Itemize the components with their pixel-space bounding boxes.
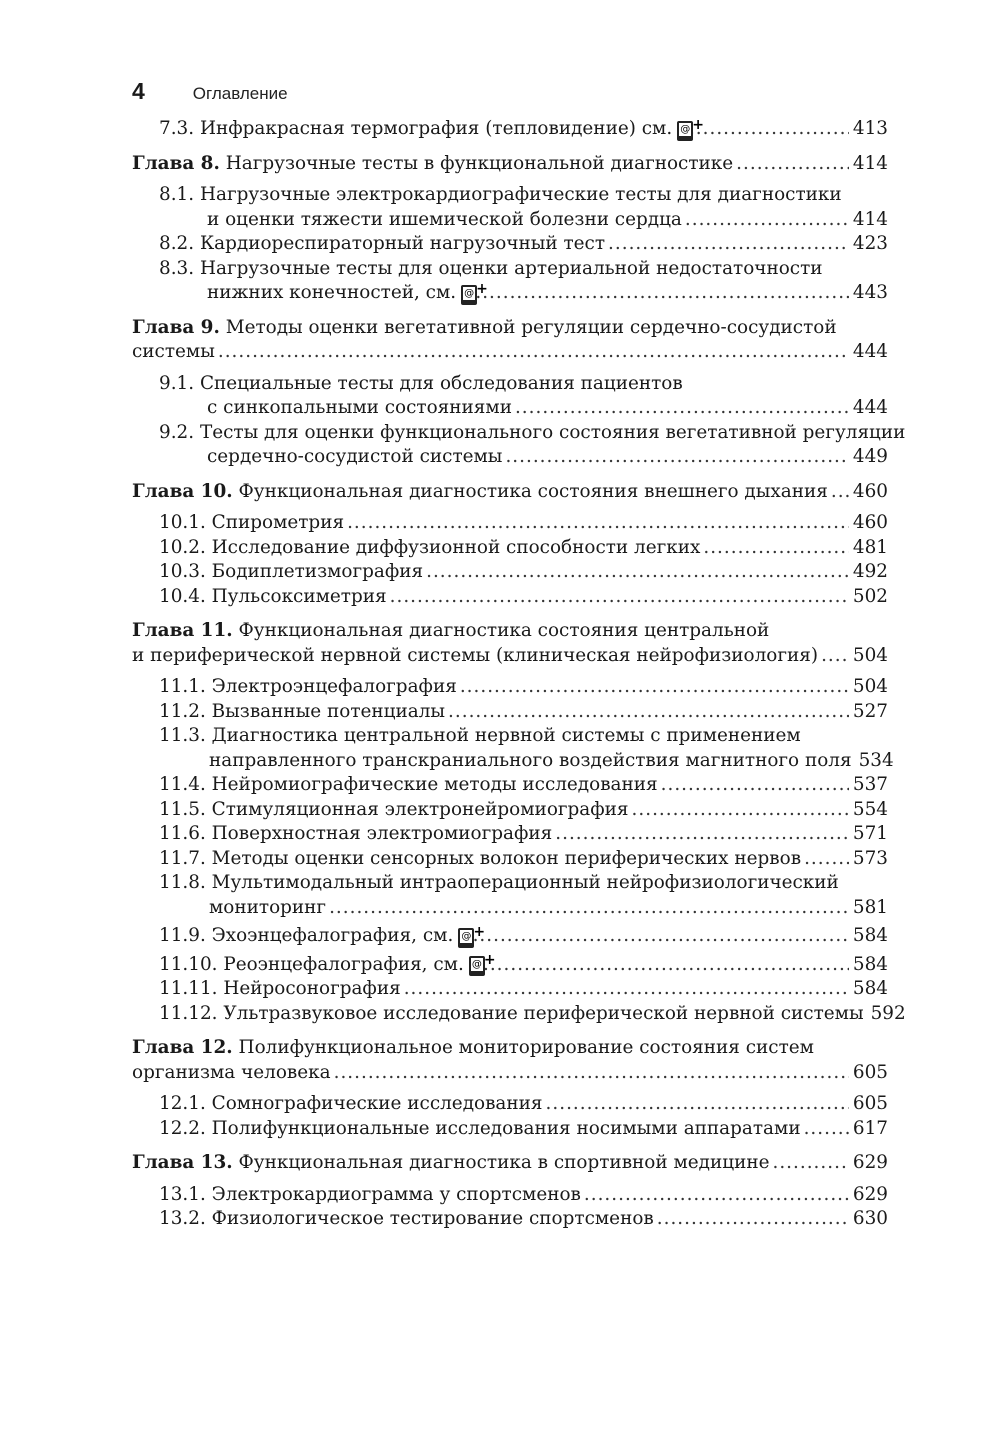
dot-leader	[584, 1183, 849, 1208]
online-resource-icon: @ +	[469, 953, 473, 977]
table-of-contents	[132, 116, 906, 1232]
toc-page-number: 629	[852, 1183, 888, 1205]
toc-entry-12-2[interactable]: 12.2. Полифункциональные исследования носимыми аппаратами ..... 617	[132, 1117, 888, 1142]
dot-leader	[804, 1117, 849, 1142]
toc-page-number: 414	[852, 208, 888, 230]
toc-page-number: 502	[852, 585, 888, 607]
toc-page-number: 423	[852, 233, 888, 254]
toc-page-number: 554	[852, 798, 888, 820]
toc-page-number: 492	[852, 561, 888, 582]
toc-entry-10-1[interactable]: 10.1. Спирометрия ..... 460	[132, 511, 888, 536]
toc-chapter-9[interactable]: Глава 9. Методы оценки вегетативной регуляции сердечно-сосудистой системы ..... 444	[132, 316, 888, 365]
toc-page-number: 449	[852, 446, 888, 467]
dot-leader	[546, 1092, 849, 1117]
dot-leader	[404, 977, 849, 1002]
toc-page-number: 414	[852, 152, 888, 174]
toc-entry-11-5[interactable]: 11.5. Стимуляционная электронейромиография ..... 554	[132, 798, 888, 823]
dot-leader	[505, 445, 848, 470]
toc-entry-12-1[interactable]: 12.1. Сомнографические исследования ..... 605	[132, 1092, 888, 1117]
running-head-title: Оглавление	[192, 84, 288, 103]
online-resource-icon: @ +	[458, 925, 462, 949]
toc-page-number: 504	[852, 676, 888, 697]
toc-entry-8-2[interactable]: 8.2. Кардиореспираторный нагрузочный тест ..... 423	[132, 232, 888, 257]
toc-chapter-13[interactable]: Глава 13. Функциональная диагностика в спортивной медицине ..... 629	[132, 1151, 888, 1176]
toc-page-number: 443	[852, 282, 888, 303]
dot-leader	[329, 896, 849, 921]
toc-page-number: 444	[852, 397, 888, 418]
dot-leader	[831, 480, 849, 505]
toc-entry-8-1[interactable]: 8.1. Нагрузочные электрокардиографические тесты для диагностики и оценки тяжести ишемической болезни сердца ..... 414	[132, 183, 888, 232]
toc-page-number: 629	[852, 1152, 888, 1173]
dot-leader	[448, 700, 849, 725]
toc-entry-10-3[interactable]: 10.3. Бодиплетизмография ..... 492	[132, 560, 888, 585]
toc-entry-13-1[interactable]: 13.1. Электрокардиограмма у спортсменов ..... 629	[132, 1183, 888, 1208]
dot-leader	[390, 585, 849, 610]
toc-entry-11-9[interactable]: 11.9. Эхоэнцефалография, см. @ + ..... 584	[132, 924, 888, 949]
toc-entry-11-1[interactable]: 11.1. Электроэнцефалография ..... 504	[132, 675, 888, 700]
toc-page-number: 444	[852, 341, 888, 362]
toc-page-number: 605	[852, 1093, 888, 1114]
toc-page-number: 571	[852, 823, 888, 844]
toc-entry-10-4[interactable]: 10.4. Пульсоксиметрия ..... 502	[132, 585, 888, 610]
dot-leader	[334, 1061, 849, 1086]
dot-leader	[466, 924, 849, 949]
toc-entry-11-12[interactable]: 11.12. Ультразвуковое исследование периферической нервной системы 592	[132, 1002, 888, 1027]
dot-leader	[347, 511, 849, 536]
toc-page-number: 460	[852, 480, 888, 502]
toc-page-number: 537	[852, 774, 888, 795]
dot-leader	[703, 536, 849, 561]
toc-page-number: 617	[852, 1117, 888, 1139]
toc-chapter-10[interactable]: Глава 10. Функциональная диагностика состояния внешнего дыхания ..... 460	[132, 480, 888, 505]
toc-page-number: 581	[852, 896, 888, 918]
toc-page-number: 592	[870, 1002, 906, 1024]
toc-chapter-11[interactable]: Глава 11. Функциональная диагностика состояния центральной и периферической нервной системы (клиническая нейрофизиология) ..... 504	[132, 619, 888, 668]
toc-page-number: 584	[852, 953, 888, 975]
dot-leader	[804, 847, 849, 872]
toc-page-number: 481	[852, 536, 888, 558]
toc-page-number: 605	[852, 1061, 888, 1083]
running-head	[132, 78, 288, 108]
dot-leader	[682, 117, 849, 142]
dot-leader	[632, 798, 849, 823]
dot-leader	[218, 340, 849, 365]
toc-chapter-12[interactable]: Глава 12. Полифункциональное мониторирование состояния систем организма человека ..... 605	[132, 1036, 888, 1085]
toc-page-number: 527	[852, 700, 888, 722]
toc-page-number: 460	[852, 512, 888, 533]
toc-entry-9-1[interactable]: 9.1. Специальные тесты для обследования пациентов с синкопальными состояниями ..... 444	[132, 372, 888, 421]
toc-page-number: 534	[858, 749, 894, 771]
online-resource-icon: @ +	[677, 118, 679, 142]
online-resource-icon: @ +	[461, 282, 465, 306]
toc-entry-11-7[interactable]: 11.7. Методы оценки сенсорных волокон периферических нервов ..... 573	[132, 847, 888, 872]
dot-leader	[661, 773, 849, 798]
dot-leader	[685, 208, 849, 233]
toc-page-number: 630	[852, 1208, 888, 1229]
dot-leader	[515, 396, 849, 421]
dot-leader	[460, 675, 849, 700]
toc-page-number: 573	[852, 847, 888, 869]
dot-leader	[736, 152, 849, 177]
toc-entry-11-11[interactable]: 11.11. Нейросонография ..... 584	[132, 977, 888, 1002]
toc-entry-8-3[interactable]: 8.3. Нагрузочные тесты для оценки артериальной недостаточности нижних конечностей, см. @ + ..... 443	[132, 257, 888, 306]
dot-leader	[469, 281, 849, 306]
toc-entry-11-8[interactable]: 11.8. Мультимодальный интраоперационный нейрофизиологический мониторинг ..... 581	[132, 871, 888, 920]
toc-entry-10-2[interactable]: 10.2. Исследование диффузионной способности легких ..... 481	[132, 536, 888, 561]
toc-entry-11-3[interactable]: 11.3. Диагностика центральной нервной системы с применением направленного транскраниального воздействия магнитного поля 534	[132, 724, 888, 773]
page-number: 4	[132, 78, 145, 104]
toc-entry-11-2[interactable]: 11.2. Вызванные потенциалы ..... 527	[132, 700, 888, 725]
dot-leader	[821, 644, 849, 669]
dot-leader	[772, 1151, 848, 1176]
dot-leader	[426, 560, 849, 585]
toc-page-number: 504	[852, 644, 888, 666]
toc-page-number: 413	[852, 118, 888, 139]
toc-entry-11-4[interactable]: 11.4. Нейромиографические методы исследования ..... 537	[132, 773, 888, 798]
toc-chapter-8[interactable]: Глава 8. Нагрузочные тесты в функциональной диагностике ..... 414	[132, 152, 888, 177]
dot-leader	[608, 232, 849, 257]
dot-leader	[657, 1207, 849, 1232]
toc-entry-7-3[interactable]: 7.3. Инфракрасная термография (тепловидение) см. @ + ..... 413	[132, 117, 888, 142]
toc-entry-13-2[interactable]: 13.2. Физиологическое тестирование спортсменов ..... 630	[132, 1207, 888, 1232]
toc-page-number: 584	[852, 978, 888, 999]
toc-entry-9-2[interactable]: 9.2. Тесты для оценки функционального состояния вегетативной регуляции сердечно-сосудистой системы ..... 449	[132, 421, 888, 470]
toc-entry-11-6[interactable]: 11.6. Поверхностная электромиография ..... 571	[132, 822, 888, 847]
dot-leader	[476, 953, 849, 978]
dot-leader	[555, 822, 849, 847]
toc-entry-11-10[interactable]: 11.10. Реоэнцефалография, см. @ + ..... 584	[132, 953, 888, 978]
toc-page-number: 584	[852, 925, 888, 946]
